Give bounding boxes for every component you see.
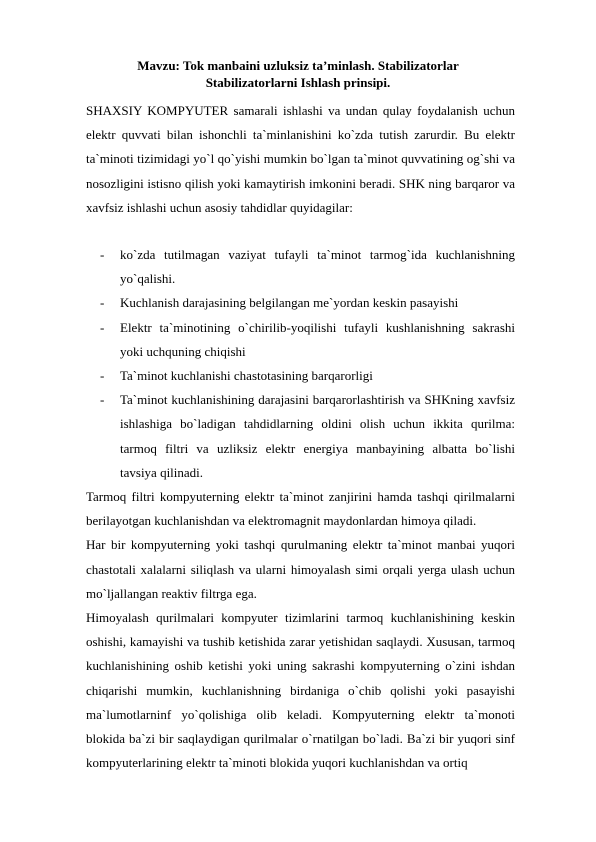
list-item-text: Ta`minot kuchlanishining darajasini barqarorlashtirish va SHKning xavfsiz ishlashiga bo`ladigan tahdidlarning oldini olish uchun ikkita qurilma: tarmoq filtri va uzliksiz elektr energiya manbayining albatta bo`lishi tavsiya qilinadi. bbox=[120, 392, 515, 480]
list-dash: - bbox=[100, 368, 105, 384]
list-dash: - bbox=[100, 392, 105, 408]
list-item bbox=[86, 291, 515, 315]
list-item bbox=[86, 388, 515, 485]
intro-paragraph bbox=[86, 99, 515, 220]
list-item bbox=[86, 364, 515, 388]
list-item-text: Kuchlanish darajasining belgilangan me`yordan keskin pasayishi bbox=[120, 295, 459, 311]
intro-text: SHAXSIY KOMPYUTER samarali ishlashi va undan qulay foydalanish uchun elektr quvvati bilan ishonchli ta`minlanishini ko`zda tutish zarurdir. Bu elektr ta`minoti tizimidagi yo`l qo`yishi mumkin bo`lgan ta`minot quvvatining og`shi va nosozligini istisno qilish yoki kamaytirish imkonini beradi. SHK ning barqaror va xavfsiz ishlashi uchun asosiy tahdidlar quyidagilar: bbox=[86, 103, 515, 215]
paragraph-reactive-filter: Har bir kompyuterning yoki tashqi qurulmaning elektr ta`minot manbai yuqori chastotali xalalarni siliqlash va ularni himoyalash simi orqali yerga ulash uchun mo`ljallangan reaktiv filtrga ega. bbox=[86, 537, 515, 601]
list-item bbox=[86, 243, 515, 291]
paragraph-protection: Himoyalash qurilmalari kompyuter tizimlarini tarmoq kuchlanishining keskin oshishi, kamayishi va tushib ketishida zarar yetishidan saqlaydi. Xususan, tarmoq kuchlanishining oshib ketishi yoki uning sakrashi kompyuterning o`zini ishdan chiqarishi mumkin, kuchlanishning birdaniga o`chib qolishi yoki pasayishi ma`lumotlarninf yo`qolishiga olib keladi. Kompyuterning elektr ta`monoti blokida ba`zi bir saqlaydigan qurilmalar o`rnatilgan bo`ladi. Ba`zi bir yuqori sinf kompyuterlarining elektr ta`minoti blokida yuqori kuchlanishdan va ortiq bbox=[86, 610, 515, 771]
list-dash: - bbox=[100, 295, 105, 311]
list-dash: - bbox=[100, 247, 105, 262]
title-line-1: Mavzu: Tok manbaini uzluksiz ta’minlash. Stabilizatorlar bbox=[137, 58, 459, 73]
list-item-text: Elektr ta`minotining o`chirilib-yoqilishi tufayli kushlanishning sakrashi yoki uchquning chiqishi bbox=[120, 319, 515, 359]
threat-list bbox=[86, 243, 515, 485]
title-line-2: Stabilizatorlarni Ishlash prinsipi. bbox=[205, 75, 391, 90]
list-dash: - bbox=[100, 319, 105, 335]
paragraph-filter: Tarmoq filtri kompyuterning elektr ta`minot zanjirini hamda tashqi qirilmalarni berilayotgan kuchlanishdan va elektromagnit maydonlardan himoya qiladi. bbox=[86, 489, 515, 529]
list-item-text: Ta`minot kuchlanishi chastotasining barqarorligi bbox=[120, 368, 373, 384]
list-item-text: ko`zda tutilmagan vaziyat tufayli ta`minot tarmog`ida kuchlanishning yo`qalishi. bbox=[120, 247, 515, 287]
body-paragraphs bbox=[86, 485, 515, 775]
document-title bbox=[60, 57, 536, 91]
list-item bbox=[86, 316, 515, 364]
